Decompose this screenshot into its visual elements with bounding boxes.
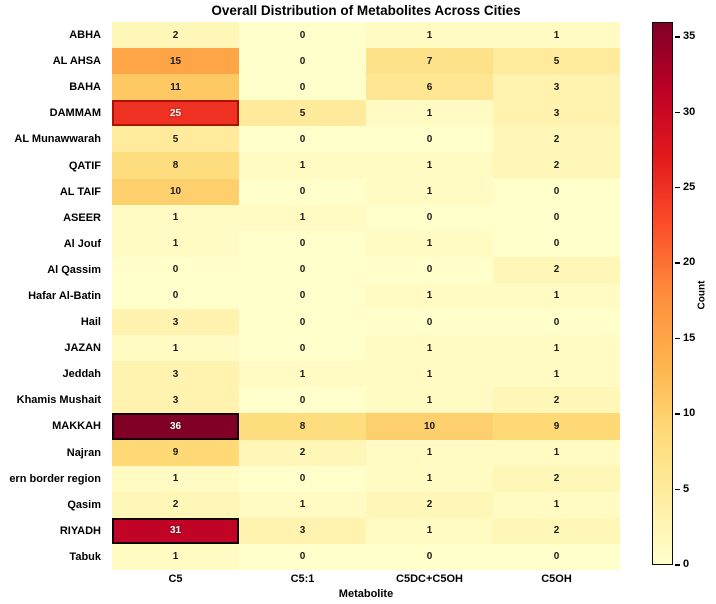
heatmap-cell: 1 [366, 179, 493, 205]
heatmap-cell: 9 [493, 413, 620, 439]
heatmap-cell: 1 [366, 283, 493, 309]
heatmap-cell: 0 [239, 22, 366, 48]
colorbar-tick-label: 20 [683, 256, 696, 269]
heatmap-cell: 8 [112, 152, 239, 178]
heatmap-cell: 1 [112, 335, 239, 361]
heatmap-cell: 11 [112, 74, 239, 100]
heatmap-cell: 0 [493, 309, 620, 335]
heatmap-cell: 0 [239, 466, 366, 492]
heatmap-cell: 1 [112, 205, 239, 231]
colorbar-tick-mark [675, 112, 680, 114]
heatmap-cell: 0 [493, 231, 620, 257]
heatmap-cell: 1 [493, 361, 620, 387]
y-tick-label: Qasim [67, 498, 101, 511]
heatmap-cell: 2 [493, 152, 620, 178]
heatmap-cell: 1 [366, 152, 493, 178]
heatmap-cell: 1 [366, 387, 493, 413]
colorbar-tick-mark [675, 36, 680, 38]
y-tick-label: AL Munawwarah [14, 133, 101, 146]
heatmap-cell: 1 [366, 100, 493, 126]
heatmap-cell: 36 [112, 413, 239, 439]
heatmap-cell: 1 [493, 492, 620, 518]
y-tick-label: Hafar Al-Batin [28, 289, 101, 302]
y-tick-label: ASEER [63, 211, 101, 224]
heatmap-cell: 9 [112, 440, 239, 466]
heatmap-cell: 0 [493, 205, 620, 231]
heatmap-cell: 1 [366, 361, 493, 387]
colorbar-tick-label: 35 [683, 30, 696, 43]
y-tick-label: AL TAIF [59, 185, 101, 198]
heatmap-cell: 1 [112, 231, 239, 257]
heatmap-cell: 2 [493, 387, 620, 413]
colorbar-tick-label: 10 [683, 407, 696, 420]
y-tick-label: BAHA [69, 81, 101, 94]
heatmap-cell: 0 [366, 257, 493, 283]
heatmap-cell: 1 [112, 466, 239, 492]
heatmap-cell: 1 [493, 440, 620, 466]
y-tick-label: Khamis Mushait [16, 394, 101, 407]
heatmap-cell: 0 [366, 126, 493, 152]
y-axis-city-labels [0, 22, 107, 570]
heatmap-cell: 0 [239, 231, 366, 257]
colorbar-label: Count [696, 280, 708, 310]
heatmap-cell: 1 [366, 231, 493, 257]
heatmap-cell: 0 [239, 309, 366, 335]
y-tick-label: Najran [66, 446, 101, 459]
heatmap-cell: 2 [366, 492, 493, 518]
heatmap-cell: 0 [239, 74, 366, 100]
colorbar-tick-mark [675, 413, 680, 415]
colorbar-tick-label: 0 [683, 558, 690, 570]
x-tick-label: C5OH [541, 573, 572, 585]
colorbar-tick-label: 25 [683, 180, 696, 193]
colorbar-tick-mark [675, 489, 680, 491]
heatmap-cell: 3 [493, 100, 620, 126]
heatmap-cell: 1 [239, 205, 366, 231]
y-tick-label: DAMMAM [49, 107, 101, 120]
y-tick-label: Al Qassim [47, 263, 101, 276]
heatmap-cell: 5 [112, 126, 239, 152]
heatmap-cell: 31 [112, 518, 239, 544]
x-tick-label: C5 [168, 573, 183, 585]
heatmap-cell: 0 [239, 283, 366, 309]
colorbar-tick-label: 5 [683, 482, 690, 495]
heatmap-cell: 1 [493, 22, 620, 48]
heatmap-cell: 0 [112, 283, 239, 309]
heatmap-cell: 10 [112, 179, 239, 205]
heatmap-cell: 2 [493, 126, 620, 152]
heatmap-cell: 5 [239, 100, 366, 126]
y-tick-label: Tabuk [69, 550, 101, 563]
x-axis-metabolite-labels [112, 573, 620, 585]
heatmap-cell: 3 [112, 387, 239, 413]
heatmap-cell: 15 [112, 48, 239, 74]
y-tick-label: Al Jouf [63, 237, 101, 250]
chart-title: Overall Distribution of Metabolites Across Cities [211, 3, 521, 18]
colorbar-tick-label: 30 [683, 105, 696, 118]
y-tick-label: MAKKAH [52, 420, 101, 433]
heatmap-cell: 0 [493, 544, 620, 570]
heatmap-cell: 0 [239, 544, 366, 570]
heatmap-cell: 2 [493, 518, 620, 544]
heatmap-cell: 0 [239, 179, 366, 205]
y-tick-label: ern border region [9, 472, 101, 485]
heatmap-cell: 1 [239, 152, 366, 178]
heatmap-cell: 0 [366, 544, 493, 570]
heatmap-cell: 1 [366, 518, 493, 544]
y-tick-label: ABHA [69, 29, 101, 42]
y-tick-label: QATIF [68, 159, 101, 172]
heatmap-cell: 0 [239, 48, 366, 74]
colorbar-gradient [652, 22, 673, 565]
heatmap-cell: 25 [112, 100, 239, 126]
colorbar-tick-mark [675, 187, 680, 189]
heatmap-cell: 1 [366, 440, 493, 466]
heatmap-cell: 7 [366, 48, 493, 74]
heatmap-cell: 5 [493, 48, 620, 74]
heatmap-cell: 8 [239, 413, 366, 439]
x-tick-label: C5:1 [290, 573, 315, 585]
colorbar-tick-mark [675, 262, 680, 264]
heatmap-cell: 0 [239, 257, 366, 283]
y-tick-label: Jeddah [62, 368, 101, 381]
heatmap-cell: 2 [493, 257, 620, 283]
heatmap-cell: 10 [366, 413, 493, 439]
heatmap-cell: 2 [493, 466, 620, 492]
heatmap-cell: 2 [112, 22, 239, 48]
heatmap-cell: 1 [366, 466, 493, 492]
y-tick-label: AL AHSA [52, 55, 101, 68]
y-tick-label: Hail [80, 316, 101, 329]
heatmap-cell: 0 [493, 179, 620, 205]
heatmap-cell: 1 [493, 283, 620, 309]
heatmap-cell: 1 [366, 22, 493, 48]
colorbar-tick-label: 15 [683, 331, 696, 344]
heatmap-cell: 1 [239, 492, 366, 518]
heatmap-cell: 2 [112, 492, 239, 518]
x-axis-title: Metabolite [338, 588, 394, 600]
heatmap-cell: 1 [493, 335, 620, 361]
heatmap-cell: 0 [112, 257, 239, 283]
heatmap-cell: 0 [239, 335, 366, 361]
colorbar-tick-mark [675, 338, 680, 340]
heatmap-cell: 0 [366, 205, 493, 231]
heatmap-cell: 1 [366, 335, 493, 361]
heatmap-cell: 0 [239, 387, 366, 413]
y-tick-label: RIYADH [59, 524, 101, 537]
heatmap-cell: 3 [112, 309, 239, 335]
heatmap-grid [112, 22, 620, 570]
heatmap-cell: 2 [239, 440, 366, 466]
heatmap-cell: 3 [493, 74, 620, 100]
colorbar-tick-mark [675, 564, 680, 566]
y-tick-label: JAZAN [64, 342, 101, 355]
heatmap-cell: 0 [366, 309, 493, 335]
heatmap-cell: 3 [112, 361, 239, 387]
x-tick-label: C5DC+C5OH [396, 573, 463, 585]
heatmap-cell: 0 [239, 126, 366, 152]
heatmap-cell: 3 [239, 518, 366, 544]
heatmap-cell: 6 [366, 74, 493, 100]
heatmap-cell: 1 [239, 361, 366, 387]
heatmap-cell: 1 [112, 544, 239, 570]
